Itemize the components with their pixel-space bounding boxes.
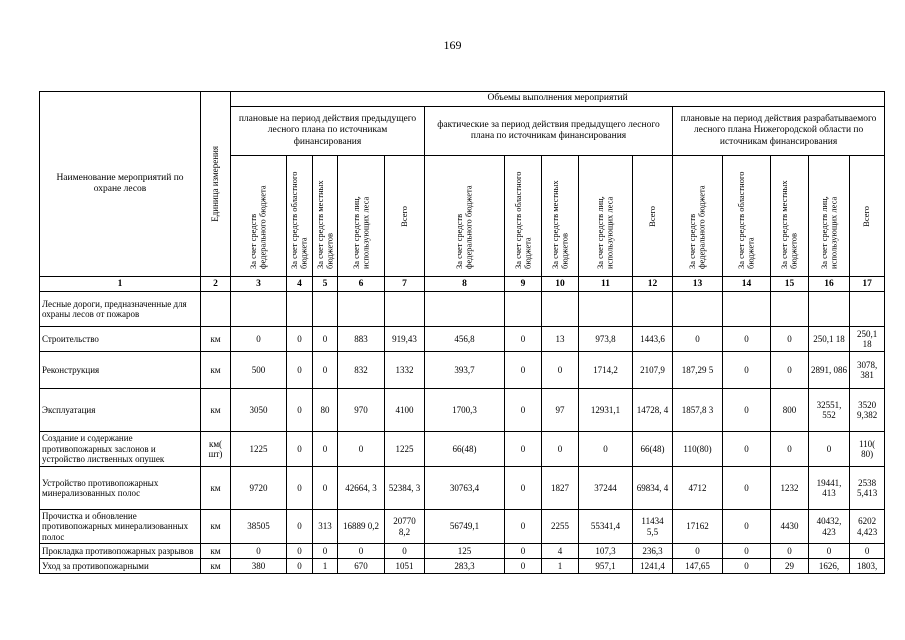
row-value: 313 — [313, 510, 338, 544]
subheader-users-1: За счет средств лиц, использующих леса — [338, 156, 385, 277]
row-value: 0 — [723, 467, 771, 510]
row-value: 107,3 — [579, 544, 633, 559]
row-value: 1443,6 — [633, 327, 673, 352]
row-value: 55341,4 — [579, 510, 633, 544]
row-value: 957,1 — [579, 559, 633, 574]
row-unit: км — [201, 467, 231, 510]
subheader-loc-1: За счет средств местных бюджетов — [313, 156, 338, 277]
subheader-fed-2: За счет средств федерального бюджета — [425, 156, 505, 277]
row-value: 0 — [287, 327, 313, 352]
row-name: Прочистка и обновление противопожарных минерализованных полос — [40, 510, 201, 544]
row-value: 2891, 086 — [809, 352, 850, 389]
row-value: 29 — [771, 559, 809, 574]
row-value: 236,3 — [633, 544, 673, 559]
table-row — [40, 327, 885, 352]
row-value: 0 — [809, 544, 850, 559]
row-value: 6202 4,423 — [850, 510, 885, 544]
row-value: 0 — [385, 544, 425, 559]
row-value: 3520 9,382 — [850, 389, 885, 432]
row-value: 0 — [313, 544, 338, 559]
row-value: 3078, 381 — [850, 352, 885, 389]
row-value: 147,65 — [673, 559, 723, 574]
subheader-total-1: Всего — [385, 156, 425, 277]
subheader-reg-1: За счет средств областного бюджета — [287, 156, 313, 277]
row-value: 9720 — [231, 467, 287, 510]
row-value: 1803, — [850, 559, 885, 574]
table-row — [40, 510, 885, 544]
row-value: 2255 — [542, 510, 579, 544]
row-value: 0 — [313, 352, 338, 389]
row-value: 0 — [771, 432, 809, 467]
header-group-actual-previous: фактические за период действия предыдущего лесного плана по источникам финансирования — [425, 107, 673, 156]
row-value: 56749,1 — [425, 510, 505, 544]
row-value: 0 — [338, 432, 385, 467]
row-value: 1714,2 — [579, 352, 633, 389]
row-value: 0 — [505, 559, 542, 574]
row-value: 19441, 413 — [809, 467, 850, 510]
row-value: 1 — [313, 559, 338, 574]
row-value: 1857,8 3 — [673, 389, 723, 432]
row-value: 0 — [505, 327, 542, 352]
header-unit-cell — [201, 92, 231, 277]
section-title: Лесные дороги, предназначенные для охраны лесов от пожаров — [40, 292, 201, 327]
row-value: 0 — [579, 432, 633, 467]
row-value: 4 — [542, 544, 579, 559]
row-value: 919,43 — [385, 327, 425, 352]
row-name: Реконструкция — [40, 352, 201, 389]
row-value: 0 — [287, 467, 313, 510]
row-value: 4712 — [673, 467, 723, 510]
row-value: 250,1 18 — [809, 327, 850, 352]
row-unit: км( шт) — [201, 432, 231, 467]
row-value: 393,7 — [425, 352, 505, 389]
row-value: 4100 — [385, 389, 425, 432]
row-value: 0 — [287, 559, 313, 574]
row-value: 0 — [313, 327, 338, 352]
row-value: 0 — [850, 544, 885, 559]
row-value: 250,1 18 — [850, 327, 885, 352]
row-value: 20770 8,2 — [385, 510, 425, 544]
row-value: 0 — [505, 544, 542, 559]
header-unit-label: Единица измерения — [209, 146, 220, 222]
subheader-users-2: За счет средств лиц, использующих леса — [579, 156, 633, 277]
row-value: 1827 — [542, 467, 579, 510]
row-value: 0 — [723, 510, 771, 544]
header-name-cell: Наименование мероприятий по охране лесов — [40, 92, 201, 277]
row-name: Эксплуатация — [40, 389, 201, 432]
row-value: 42664, 3 — [338, 467, 385, 510]
row-value: 17162 — [673, 510, 723, 544]
subheader-fed-3: За счет средств федерального бюджета — [673, 156, 723, 277]
row-value: 800 — [771, 389, 809, 432]
row-value: 0 — [723, 327, 771, 352]
row-value: 0 — [723, 352, 771, 389]
table-row — [40, 432, 885, 467]
subheader-loc-2: За счет средств местных бюджетов — [542, 156, 579, 277]
row-value: 832 — [338, 352, 385, 389]
row-value: 13 — [542, 327, 579, 352]
row-unit: км — [201, 544, 231, 559]
row-value: 1225 — [385, 432, 425, 467]
subheader-reg-3: За счет средств областного бюджета — [723, 156, 771, 277]
row-value: 0 — [542, 432, 579, 467]
row-value: 4430 — [771, 510, 809, 544]
row-name: Устройство противопожарных минерализованных полос — [40, 467, 201, 510]
row-value: 0 — [809, 432, 850, 467]
row-value: 0 — [673, 544, 723, 559]
row-value: 1241,4 — [633, 559, 673, 574]
row-value: 125 — [425, 544, 505, 559]
row-value: 30763,4 — [425, 467, 505, 510]
row-value: 52384, 3 — [385, 467, 425, 510]
table-row — [40, 467, 885, 510]
row-value: 0 — [505, 352, 542, 389]
row-name: Строительство — [40, 327, 201, 352]
row-value: 187,29 5 — [673, 352, 723, 389]
section-row — [40, 292, 885, 327]
row-value: 69834, 4 — [633, 467, 673, 510]
row-value: 283,3 — [425, 559, 505, 574]
row-value: 1700,3 — [425, 389, 505, 432]
row-value: 1225 — [231, 432, 287, 467]
row-value: 14728, 4 — [633, 389, 673, 432]
row-value: 883 — [338, 327, 385, 352]
row-value: 0 — [771, 544, 809, 559]
row-value: 110( 80) — [850, 432, 885, 467]
row-value: 37244 — [579, 467, 633, 510]
row-value: 0 — [723, 544, 771, 559]
row-unit: км — [201, 510, 231, 544]
row-name: Создание и содержание противопожарных заслонов и устройство лиственных опушек — [40, 432, 201, 467]
row-value: 66(48) — [425, 432, 505, 467]
row-value: 1332 — [385, 352, 425, 389]
row-value: 0 — [231, 327, 287, 352]
row-unit: км — [201, 352, 231, 389]
table-row — [40, 559, 885, 574]
row-value: 0 — [542, 352, 579, 389]
row-value: 32551, 552 — [809, 389, 850, 432]
page-number: 169 — [443, 38, 462, 52]
header-group-planned-new: плановые на период действия разрабатываемого лесного плана Нижегородской области по источникам финансирования — [673, 107, 885, 156]
row-value: 0 — [231, 544, 287, 559]
row-value: 66(48) — [633, 432, 673, 467]
row-unit: км — [201, 327, 231, 352]
row-unit: км — [201, 389, 231, 432]
subheader-fed-1: За счет средств федерального бюджета — [231, 156, 287, 277]
row-value: 0 — [287, 432, 313, 467]
row-value: 973,8 — [579, 327, 633, 352]
row-value: 1 — [542, 559, 579, 574]
row-value: 0 — [505, 510, 542, 544]
header-volumes: Объемы выполнения мероприятий — [231, 92, 885, 107]
row-value: 11434 5,5 — [633, 510, 673, 544]
row-name: Прокладка противопожарных разрывов — [40, 544, 201, 559]
forest-protection-table — [39, 91, 885, 574]
row-value: 970 — [338, 389, 385, 432]
row-value: 0 — [771, 327, 809, 352]
row-value: 12931,1 — [579, 389, 633, 432]
row-value: 0 — [723, 559, 771, 574]
row-value: 0 — [313, 467, 338, 510]
table-row — [40, 389, 885, 432]
row-value: 0 — [505, 467, 542, 510]
row-value: 3050 — [231, 389, 287, 432]
row-unit: км — [201, 559, 231, 574]
subheader-users-3: За счет средств лиц, использующих леса — [809, 156, 850, 277]
subheader-loc-3: За счет средств местных бюджетов — [771, 156, 809, 277]
row-value: 670 — [338, 559, 385, 574]
row-value: 40432, 423 — [809, 510, 850, 544]
row-value: 110(80) — [673, 432, 723, 467]
row-value: 0 — [287, 389, 313, 432]
row-value: 0 — [723, 432, 771, 467]
row-value: 500 — [231, 352, 287, 389]
table-row — [40, 352, 885, 389]
row-value: 1051 — [385, 559, 425, 574]
row-value: 0 — [287, 352, 313, 389]
row-value: 0 — [673, 327, 723, 352]
row-value: 380 — [231, 559, 287, 574]
row-value: 97 — [542, 389, 579, 432]
row-value: 1626, — [809, 559, 850, 574]
row-value: 2107,9 — [633, 352, 673, 389]
row-value: 456,8 — [425, 327, 505, 352]
subheader-total-2: Всего — [633, 156, 673, 277]
row-value: 2538 5,413 — [850, 467, 885, 510]
row-value: 16889 0,2 — [338, 510, 385, 544]
subheader-total-3: Всего — [850, 156, 885, 277]
row-value: 0 — [338, 544, 385, 559]
column-number-row: 1 2 3 4 5 6 7 8 9 10 11 12 13 14 15 16 17 — [40, 277, 885, 292]
row-value: 80 — [313, 389, 338, 432]
row-value: 0 — [313, 432, 338, 467]
row-name: Уход за противопожарными — [40, 559, 201, 574]
row-value: 0 — [505, 389, 542, 432]
row-value: 1232 — [771, 467, 809, 510]
row-value: 0 — [287, 510, 313, 544]
row-value: 0 — [287, 544, 313, 559]
row-value: 0 — [723, 389, 771, 432]
row-value: 38505 — [231, 510, 287, 544]
header-group-planned-previous: плановые на период действия предыдущего лесного плана по источникам финансирования — [231, 107, 425, 156]
row-value: 0 — [771, 352, 809, 389]
subheader-reg-2: За счет средств областного бюджета — [505, 156, 542, 277]
table-row — [40, 544, 885, 559]
row-value: 0 — [505, 432, 542, 467]
